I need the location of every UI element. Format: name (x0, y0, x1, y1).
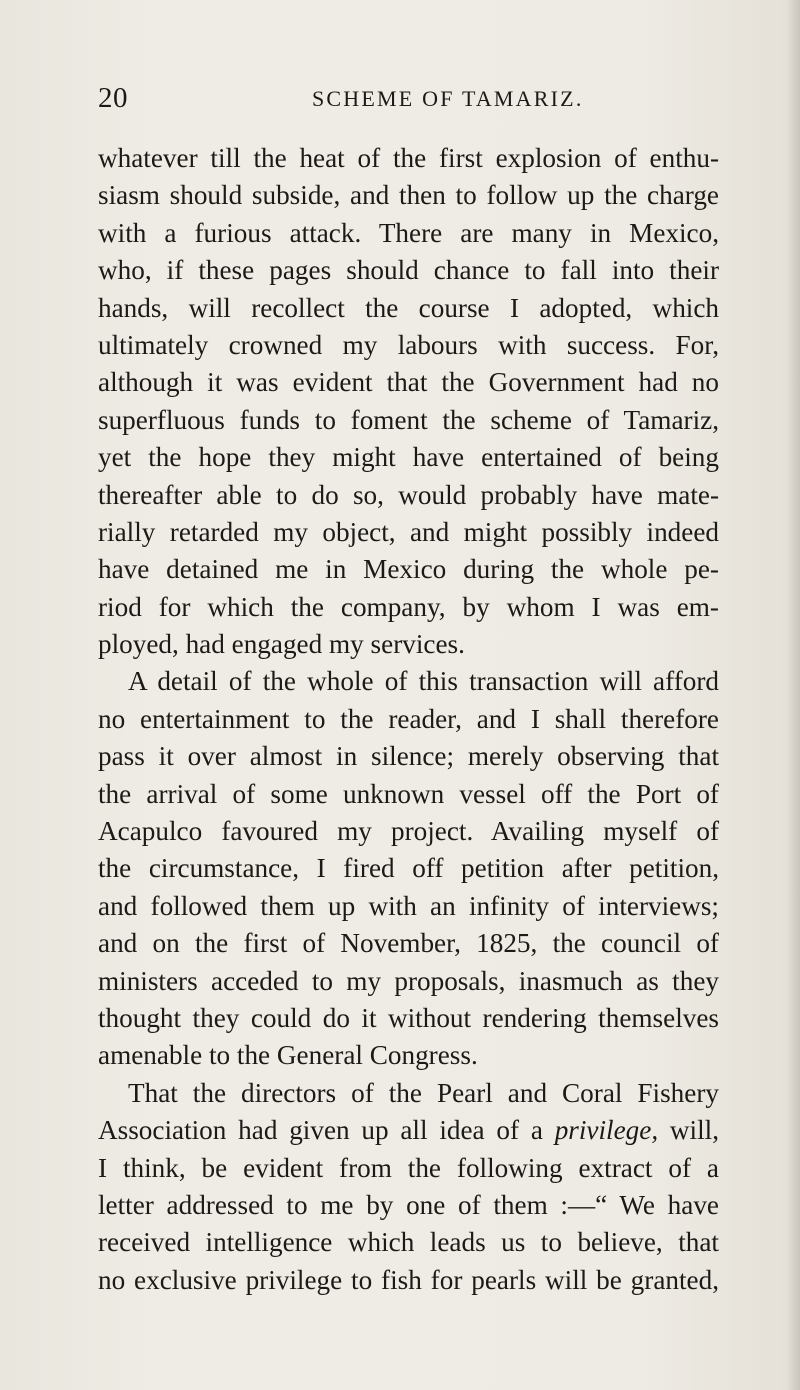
text-line: no entertainment to the reader, and I shall therefore (98, 703, 719, 734)
text-line: ministers acceded to my proposals, inasmuch as they (98, 965, 719, 996)
text-line: received intelligence which leads us to believe, that (98, 1227, 719, 1258)
text-line: letter addressed to me by one of them :—“ We have (98, 1189, 719, 1220)
text-line: the circumstance, I fired off petition after petition, (98, 853, 719, 884)
text-line: I think, be evident from the following extract of a (98, 1152, 719, 1183)
text-line: although it was evident that the Government had no (98, 367, 719, 398)
text-line: and on the first of November, 1825, the council of (98, 928, 719, 959)
text-line: who, if these pages should chance to fall into their (98, 255, 719, 286)
text-line: no exclusive privilege to fish for pearls will be granted, (98, 1264, 719, 1295)
text-line: the arrival of some unknown vessel off the Port of (98, 778, 719, 809)
text-line: whatever till the heat of the first explosion of enthu- (98, 143, 719, 173)
text-segment: Association had given up all idea of a (98, 1115, 555, 1146)
text-line: That the directors of the Pearl and Coral Fishery (128, 1077, 719, 1108)
text-line: yet the hope they might have entertained of being (98, 442, 719, 473)
text-line: amenable to the General Congress. (98, 1040, 478, 1071)
text-line: thought they could do it without rendering themselves (98, 1002, 719, 1033)
page-edge-shadow (786, 0, 800, 1390)
text-line: thereafter able to do so, would probably have mate- (98, 479, 719, 510)
text-line: superfluous funds to foment the scheme of Tamariz, (98, 404, 719, 435)
body-text (98, 140, 719, 1299)
running-head: SCHEME OF TAMARIZ. (312, 86, 584, 111)
text-line-with-italic (98, 1112, 719, 1149)
page-number: 20 (98, 82, 128, 114)
text-line: A detail of the whole of this transaction will afford (128, 666, 719, 697)
text-line: hands, will recollect the course I adopted, which (98, 292, 719, 323)
text-line: ployed, had engaged my services. (98, 629, 465, 660)
text-line: with a furious attack. There are many in Mexico, (98, 217, 719, 248)
italic-word: privilege, (554, 1115, 659, 1146)
text-line: pass it over almost in silence; merely observing that (98, 741, 719, 772)
text-line: have detained me in Mexico during the whole pe- (98, 554, 719, 585)
text-line: Acapulco favoured my project. Availing myself of (98, 816, 719, 847)
text-line: riod for which the company, by whom I was em- (98, 591, 719, 622)
text-line: rially retarded my object, and might possibly indeed (98, 516, 719, 547)
text-line: and followed them up with an infinity of interviews; (98, 890, 719, 921)
page-header (98, 82, 718, 122)
text-line: ultimately crowned my labours with success. For, (98, 329, 719, 360)
text-line: siasm should subside, and then to follow up the charge (98, 180, 719, 211)
text-segment: will, (658, 1115, 720, 1146)
